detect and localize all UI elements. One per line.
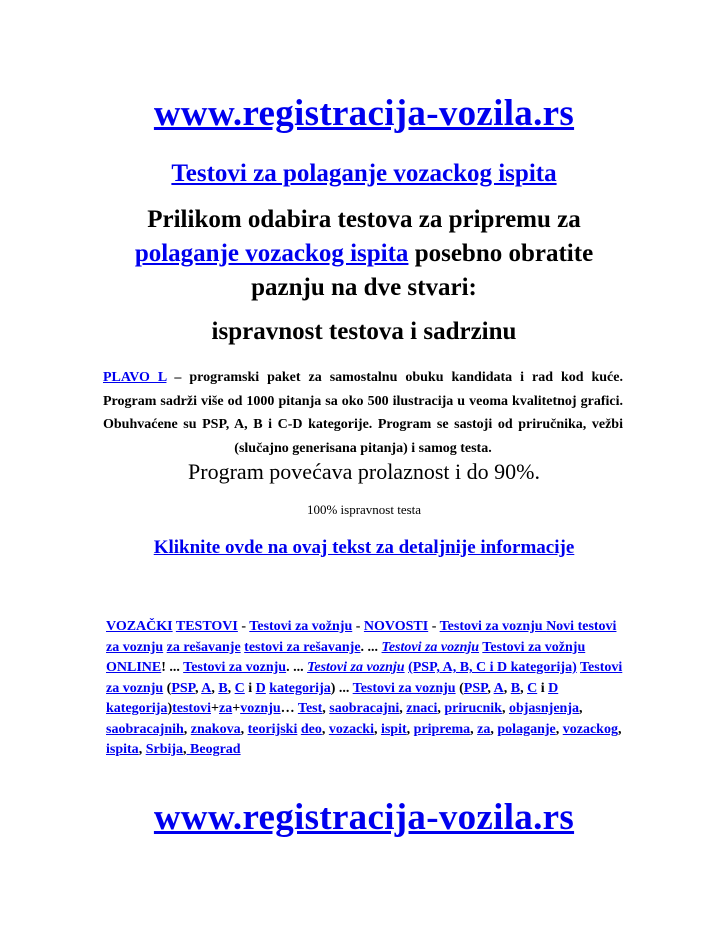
keyword-link[interactable]: D — [255, 680, 266, 696]
keyword-link[interactable]: saobracajnih — [106, 721, 184, 737]
keyword-separator: , — [399, 701, 407, 716]
keyword-separator: , — [322, 701, 330, 716]
keyword-separator: , — [321, 721, 329, 737]
keyword-separator: - — [428, 619, 440, 634]
product-link-plavo-l[interactable]: PLAVO L — [103, 370, 167, 385]
keyword-link[interactable]: Testovi za voznju — [183, 660, 287, 675]
keyword-link[interactable]: PSP — [171, 680, 195, 696]
keyword-separator: ) ... — [330, 680, 353, 696]
keyword-link[interactable]: A — [201, 680, 212, 696]
keyword-separator: - — [352, 619, 364, 634]
keyword-link[interactable]: testovi — [172, 701, 211, 716]
keyword-link[interactable]: Srbija — [145, 742, 184, 757]
keyword-separator: i — [537, 680, 549, 696]
keyword-separator: , — [503, 680, 511, 696]
keyword-link[interactable]: C — [234, 680, 245, 696]
intro-highlight: ispravnost testova i sadrzinu — [211, 318, 517, 345]
intro-link-polaganje[interactable]: polaganje vozackog ispita — [134, 240, 409, 267]
keyword-separator: , — [138, 742, 146, 757]
keyword-separator: … — [280, 701, 298, 716]
keyword-link[interactable]: ispita — [106, 742, 139, 757]
keyword-link[interactable]: Beograd — [186, 742, 241, 757]
keyword-link[interactable]: B — [510, 680, 521, 696]
product-text: – programski paket za samostalnu obuku kandidata i rad kod kuće. Program sadrži više od 1000 pitanja sa oko 500 ilustracija u veoma kvalitetnoj grafici. Obuhvaćene su PSP, A, B i C-D kategorije. Program se sastoji od priručnika, vežbi (slučajno generisana pitanja) i samog testa. — [103, 370, 623, 456]
keyword-separator: ) — [167, 701, 173, 716]
keyword-separator: , — [183, 721, 191, 737]
accuracy-note: 100% ispravnost testa — [306, 502, 422, 517]
keyword-separator: , — [490, 721, 498, 737]
keyword-link[interactable]: testovi za rešavanje — [244, 639, 361, 655]
keyword-separator: ( — [455, 680, 464, 696]
keyword-link[interactable]: teorijski — [247, 721, 298, 737]
site-url-top[interactable]: www.registracija-vozila.rs — [153, 93, 575, 134]
keyword-separator: , — [578, 701, 583, 716]
keyword-separator: , — [227, 680, 235, 696]
keyword-link[interactable]: za rešavanje — [166, 639, 241, 655]
keyword-link[interactable]: (PSP, A, B, C i D kategorija) — [408, 660, 577, 675]
keyword-separator: ! ... — [161, 660, 184, 675]
keyword-separator: , — [470, 721, 478, 737]
keyword-separator: + — [232, 701, 241, 716]
keyword-separator: - — [237, 619, 250, 634]
keyword-link[interactable]: Testovi za voznju — [307, 660, 405, 675]
intro-text-1: Prilikom odabira testova za pripremu za — [147, 206, 581, 233]
keyword-link[interactable]: ispit — [380, 721, 407, 737]
keyword-link[interactable]: saobracajni — [329, 701, 400, 716]
keyword-link[interactable]: NOVOSTI — [363, 619, 429, 634]
keyword-separator: , — [211, 680, 219, 696]
keyword-link[interactable]: prirucnik — [444, 701, 502, 716]
keyword-separator: , — [487, 680, 494, 696]
keyword-separator: , — [240, 721, 248, 737]
keyword-link[interactable]: vozacki — [328, 721, 374, 737]
keyword-separator: , — [520, 680, 528, 696]
keyword-separator: . ... — [360, 639, 382, 655]
keyword-separator: . ... — [286, 660, 308, 675]
keyword-separator: , — [437, 701, 445, 716]
keyword-link[interactable]: za — [218, 701, 233, 716]
keyword-link[interactable]: polaganje — [497, 721, 556, 737]
keyword-link[interactable]: Testovi za voznju — [381, 639, 480, 655]
keyword-links-block — [106, 617, 626, 761]
keyword-separator: i — [244, 680, 256, 696]
keyword-link[interactable]: priprema — [413, 721, 471, 737]
page-subtitle-link[interactable]: Testovi za polaganje vozackog ispita — [171, 160, 557, 187]
keyword-link[interactable]: D — [548, 680, 559, 696]
keyword-separator: ( — [163, 680, 172, 696]
keyword-link[interactable]: voznju — [240, 701, 281, 716]
keyword-link[interactable]: C — [527, 680, 538, 696]
keyword-separator: , — [373, 721, 381, 737]
site-url-bottom[interactable]: www.registracija-vozila.rs — [153, 797, 575, 838]
promo-text: Program povećava prolaznost i do 90%. — [188, 459, 540, 484]
keyword-link[interactable]: Testovi za voznju — [439, 619, 547, 634]
keyword-link[interactable]: deo — [300, 721, 322, 737]
keyword-link[interactable]: VOZAČKI — [106, 619, 173, 634]
keyword-link[interactable]: B — [218, 680, 228, 696]
keyword-link[interactable]: znaci — [406, 701, 438, 716]
keyword-link[interactable]: Testovi za voznju — [352, 680, 456, 696]
keyword-separator: , — [183, 742, 187, 757]
keyword-separator: + — [211, 701, 219, 716]
intro-paragraph — [100, 203, 628, 305]
keyword-separator: , — [194, 680, 202, 696]
keyword-link[interactable]: Testovi za vožnju — [249, 619, 353, 634]
intro-text-2: posebno obratite paznju na dve stvari: — [251, 240, 594, 301]
keyword-link[interactable]: A — [493, 680, 504, 696]
keyword-separator: , — [406, 721, 414, 737]
keyword-link[interactable]: Testovi za voznju — [106, 660, 623, 696]
keyword-link[interactable]: Novi testovi za voznju — [106, 619, 617, 655]
keyword-link[interactable]: Test — [297, 701, 323, 716]
product-description — [103, 366, 623, 460]
keyword-link[interactable]: znakova — [190, 721, 241, 737]
more-info-link[interactable]: Kliknite ovde na ovaj tekst za detaljnije informacije — [153, 537, 575, 558]
keyword-link[interactable]: kategorija — [269, 680, 331, 696]
keyword-separator: , — [617, 721, 622, 737]
keyword-separator: , — [555, 721, 563, 737]
keyword-link[interactable]: Testovi za vožnju ONLINE — [106, 639, 586, 675]
keyword-link[interactable]: objasnjenja — [508, 701, 579, 716]
keyword-link[interactable]: kategorija — [106, 701, 168, 716]
keyword-link[interactable]: za — [477, 721, 491, 737]
keyword-link[interactable]: PSP — [463, 680, 488, 696]
keyword-link[interactable]: vozackog — [562, 721, 618, 737]
keyword-separator: , — [501, 701, 509, 716]
keyword-link[interactable]: TESTOVI — [175, 619, 238, 634]
